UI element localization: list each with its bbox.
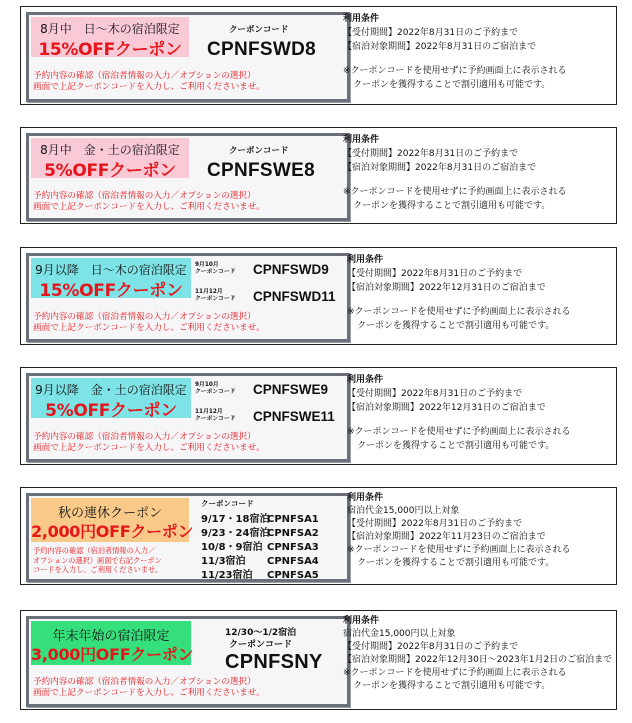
coupon-code[interactable]: CPNFSA3 bbox=[267, 542, 319, 553]
coupon-card-sep-weekday bbox=[20, 247, 617, 345]
usage-note: 予約内容の確認（宿泊者情報の入力／オプションの選択） 画面で上記クーポンコードを入力し、ご利用くださいませ。 bbox=[33, 71, 265, 92]
discount-badge bbox=[31, 378, 191, 421]
discount-badge bbox=[31, 621, 194, 665]
coupon-code-label: クーポンコード bbox=[229, 146, 289, 156]
coupon-code-label: クーポンコード bbox=[201, 499, 254, 508]
coupon-box bbox=[26, 12, 350, 102]
coupon-headline: 8月中 金・土の宿泊限定 bbox=[40, 143, 180, 157]
coupon-card-autumn-holidays bbox=[20, 487, 617, 585]
coupon-code[interactable]: CPNFSWD9 bbox=[253, 262, 329, 277]
period-label: 9月10月 クーポンコード bbox=[195, 262, 236, 275]
coupon-box bbox=[26, 373, 350, 462]
terms-section: 利用条件 【受付期間】2022年8月31日のご予約まで 【宿泊対象期間】2022年8月31日のご宿泊まで ※クーポンコードを使用せずに予約画面上に表示される クーポンを獲得することで割引適用も可能です。 bbox=[343, 135, 567, 211]
terms-section: 利用条件 【受付期間】2022年8月31日のご予約まで 【宿泊対象期間】2022年12月31日のご宿泊まで ※クーポンコードを使用せずに予約画面上に表示される クーポンを獲得することで割引適用も可能です。 bbox=[347, 375, 571, 451]
usage-note: 予約内容の確認（宿泊者情報の入力／オプションの選択） 画面で上記クーポンコードを入力し、ご利用くださいませ。 bbox=[33, 191, 265, 212]
coupon-code[interactable]: CPNFSWE11 bbox=[253, 409, 335, 424]
coupon-code[interactable]: CPNFSA5 bbox=[267, 570, 319, 581]
usage-note: 予約内容の確認（宿泊者情報の入力／オプションの選択） 画面で上記クーポンコードを入力し、ご利用くださいませ。 bbox=[33, 677, 265, 698]
coupon-box bbox=[26, 616, 350, 707]
discount-badge bbox=[31, 258, 191, 301]
coupon-card-sep-weekend bbox=[20, 367, 617, 465]
discount-label: 3,000円OFFクーポン bbox=[31, 645, 194, 664]
coupon-card-aug-weekend bbox=[20, 127, 617, 224]
coupon-code-label: クーポンコード bbox=[229, 640, 293, 650]
usage-note: 予約内容の確認（宿泊者情報の入力／オプションの選択） 画面で上記クーポンコードを入力し、ご利用くださいませ。 bbox=[33, 312, 265, 333]
discount-label: 5%OFFクーポン bbox=[44, 161, 176, 181]
coupon-headline: 8月中 日～木の宿泊限定 bbox=[40, 22, 180, 36]
coupon-card-aug-weekday bbox=[20, 6, 617, 105]
coupon-code-label: クーポンコード bbox=[229, 25, 289, 35]
code-row: 11/23宿泊 CPNFSA5 bbox=[201, 570, 319, 581]
coupon-card-new-year bbox=[20, 610, 617, 710]
coupon-code[interactable]: CPNFSA4 bbox=[267, 556, 319, 567]
terms-section: 利用条件 【受付期間】2022年8月31日のご予約まで 【宿泊対象期間】2022年12月31日のご宿泊まで ※クーポンコードを使用せずに予約画面上に表示される クーポンを獲得することで割引適用も可能です。 bbox=[347, 255, 571, 331]
coupon-headline: 9月以降 金・土の宿泊限定 bbox=[35, 383, 187, 397]
coupon-code[interactable]: CPNFSWE8 bbox=[207, 160, 315, 181]
coupon-code[interactable]: CPNFSWE9 bbox=[253, 382, 329, 397]
coupon-headline: 9月以降 日～木の宿泊限定 bbox=[35, 263, 187, 277]
terms-section: 利用条件 宿泊代金15,000円以上対象 【受付期間】2022年8月31日のご予約まで 【宿泊対象期間】2022年11月23日のご宿泊まで ※クーポンコードを使用せずに予約画面上に表示される クーポンを獲得することで割引適用も可能です。 bbox=[347, 493, 571, 568]
coupon-code[interactable]: CPNFSNY bbox=[225, 651, 323, 673]
discount-label: 15%OFFクーポン bbox=[39, 281, 183, 301]
code-row: 9/17・18宿泊CPNFSA1 bbox=[201, 514, 319, 525]
period-label: 11月12月 クーポンコード bbox=[195, 409, 236, 422]
code-row: 10/8・9宿泊 CPNFSA3 bbox=[201, 542, 319, 553]
discount-badge bbox=[31, 17, 189, 60]
coupon-headline: 年末年始の宿泊限定 bbox=[52, 629, 170, 644]
discount-label: 15%OFFクーポン bbox=[38, 40, 182, 60]
discount-label: 2,000円OFFクーポン bbox=[31, 522, 194, 541]
coupon-code[interactable]: CPNFSWD11 bbox=[253, 289, 336, 304]
coupon-box bbox=[26, 493, 350, 582]
period-label: 11月12月 クーポンコード bbox=[195, 289, 236, 302]
coupon-code[interactable]: CPNFSWD8 bbox=[207, 39, 317, 60]
coupon-box bbox=[26, 253, 350, 342]
coupon-box bbox=[26, 133, 350, 221]
discount-badge bbox=[31, 138, 189, 181]
terms-section: 利用条件 宿泊代金15,000円以上対象 【受付期間】2022年8月31日のご予約まで 【宿泊対象期間】2022年12月30日～2023年1月2日のご宿泊まで ※クーポンコードを使用せずに予約画面上に表示される クーポンを獲得することで割引適用も可能です。 bbox=[343, 616, 613, 691]
coupon-headline: 秋の連休クーポン bbox=[57, 506, 162, 521]
coupon-code[interactable]: CPNFSA1 bbox=[267, 514, 319, 525]
usage-note: 予約内容の確認（宿泊者情報の入力／オプションの選択） 画面で上記クーポンコードを入力し、ご利用くださいませ。 bbox=[33, 432, 265, 453]
period-label: 9月10月 クーポンコード bbox=[195, 382, 236, 395]
terms-section: 利用条件 【受付期間】2022年8月31日のご予約まで 【宿泊対象期間】2022年8月31日のご宿泊まで ※クーポンコードを使用せずに予約画面上に表示される クーポンを獲得することで割引適用も可能です。 bbox=[343, 14, 567, 90]
discount-badge bbox=[31, 498, 194, 542]
coupon-code[interactable]: CPNFSA2 bbox=[267, 528, 319, 539]
code-row: 9/23・24宿泊CPNFSA2 bbox=[201, 528, 319, 539]
code-row: 11/3宿泊 CPNFSA4 bbox=[201, 556, 319, 567]
discount-label: 5%OFFクーポン bbox=[45, 401, 177, 421]
period-label: 12/30～1/2宿泊 bbox=[225, 628, 297, 638]
usage-note: 予約内容の確認（宿泊者情報の入力／ オプションの選択）画面で右記クーポン コードを入力し、ご利用くださいませ。 bbox=[33, 546, 163, 574]
